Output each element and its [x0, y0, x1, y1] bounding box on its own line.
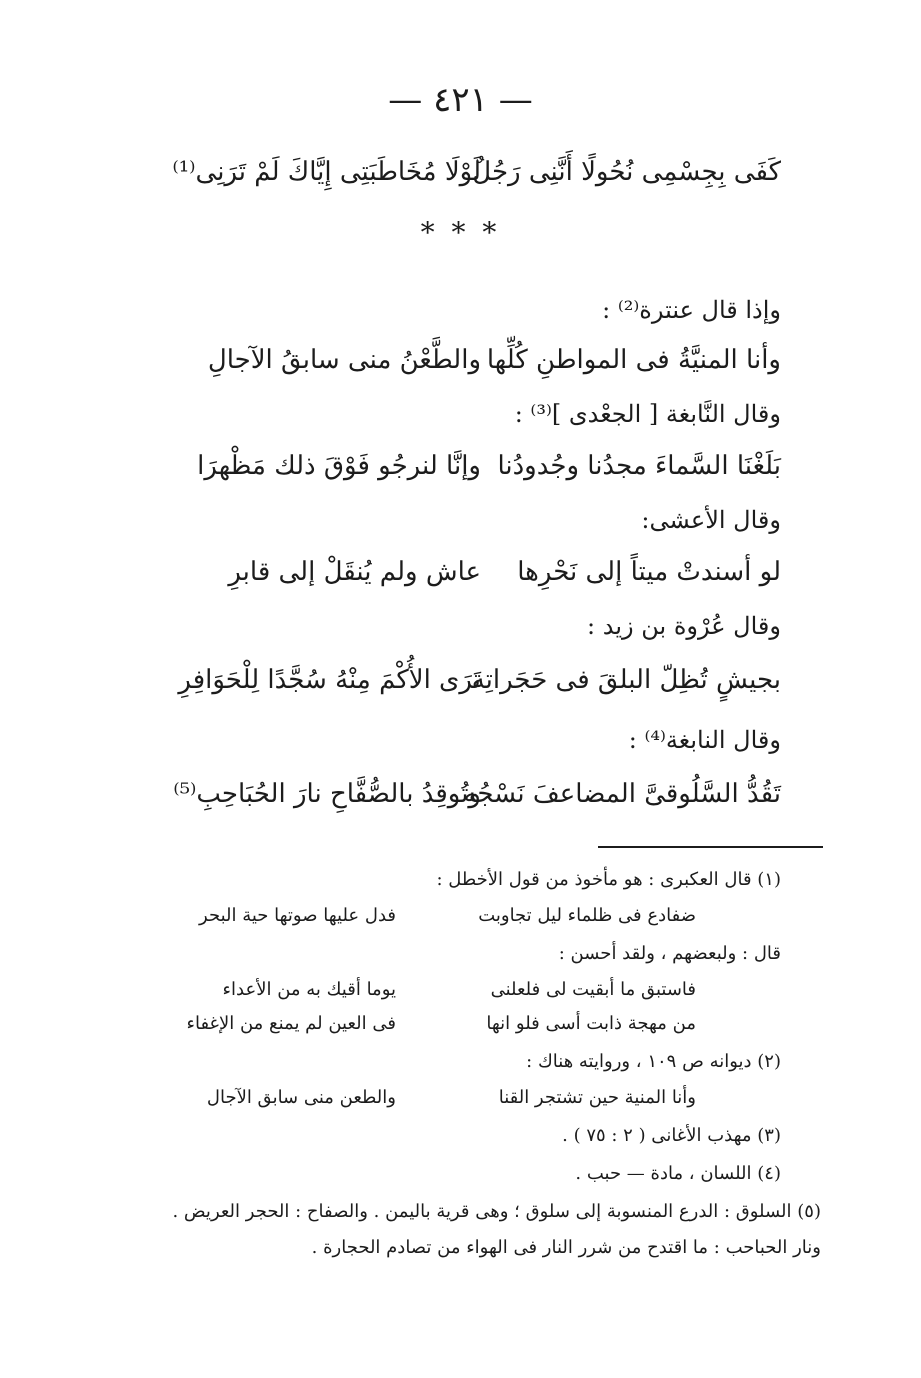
- section-separator: * * *: [420, 216, 501, 249]
- footnote-note: قال : ولبعضهم ، ولقد أحسن :: [558, 943, 781, 964]
- verse-first-hemistich: بَلَغْنَا السَّماءَ مجدُنا وجُدودُنا: [497, 451, 781, 481]
- verse-second-hemistich: فدل عليها صوتها حية البحر: [199, 905, 396, 926]
- verse-first-hemistich: لو أسندتْ ميتاً إلى نَحْرِها: [517, 557, 781, 587]
- footnote-1: (١) قال العكبرى : هو مأخوذ من قول الأخطل :: [436, 869, 781, 890]
- page-number: — ٤٢١ —: [388, 80, 533, 120]
- quote-intro: وقال النابغة⁽⁴⁾ :: [628, 726, 781, 754]
- verse-first-hemistich: وأنا المنيَّةُ فى المواطنِ كُلِّها: [486, 345, 781, 375]
- verse-second-hemistich: وإنَّا لنرجُو فَوْقَ ذلك مَظْهرَا: [197, 451, 481, 481]
- footnote-verse: [136, 902, 696, 930]
- quote-intro: وقال عُرْوة بن زيد :: [587, 612, 781, 640]
- verse-second-hemistich: والطعن منى سابق الآجال: [206, 1087, 396, 1108]
- quote-verse: [181, 552, 781, 592]
- verse-first-hemistich: ضفادع فى ظلماء ليل تجاوبت: [478, 905, 696, 926]
- verse-first-hemistich: تَقُدُّ السَّلُوقىَّ المضاعفَ نَسْجُه: [463, 779, 781, 809]
- verse-second-hemistich: وتُوقِدُ بالصُّفَّاحِ نارَ الحُبَاحِبِ⁽⁵⁾: [173, 779, 481, 809]
- footnote-2: (٢) ديوانه ص ١٠٩ ، وروايته هناك :: [526, 1051, 781, 1072]
- quote-intro: وقال النَّابغة [ الجعْدى ]⁽³⁾ :: [514, 400, 781, 428]
- footnote-5: (٥) السلوق : الدرع المنسوبة إلى سلوق ؛ وهى قرية باليمن . والصفاح : الحجر العريض .: [172, 1201, 821, 1222]
- verse-second-hemistich: تَرَى الأُكْمَ مِنْهُ سُجَّدًا لِلْحَوَافِرِ: [178, 665, 481, 695]
- quote-verse: [181, 446, 781, 486]
- verse-first-hemistich: من مهجة ذابت أسى فلو انها: [486, 1013, 696, 1034]
- quote-verse: [178, 660, 781, 700]
- verse-second-hemistich: يوما أقيك به من الأعداء: [222, 979, 396, 1000]
- verse-second-hemistich: لَوْلَا مُخَاطَبَتِى إِيَّاكَ لَمْ تَرَنِى⁽¹⁾: [172, 157, 481, 187]
- verse-second-hemistich: والطَّعْنُ منى سابقُ الآجالِ: [207, 345, 481, 375]
- footnote-verse: [136, 1010, 696, 1038]
- verse-first-hemistich: بجيشٍ تُظِلّ البلقَ فى حَجَراتِه: [471, 665, 781, 695]
- footnote-5-continued: ونار الحباحب : ما اقتدح من شرر النار فى الهواء من تصادم الحجارة .: [311, 1237, 821, 1258]
- verse-first-hemistich: وأنا المنية حين تشتجر القنا: [498, 1087, 696, 1108]
- quote-intro: وقال الأعشى:: [641, 506, 781, 534]
- footnote-3: (٣) مهذب الأغانى ( ٢ : ٧٥ ) .: [562, 1125, 781, 1146]
- verse-second-hemistich: فى العين لم يمنع من الإغفاء: [186, 1013, 396, 1034]
- footnote-verse: [136, 1084, 696, 1112]
- quote-intro: وإذا قال عنترة⁽²⁾ :: [602, 296, 781, 324]
- verse-first-hemistich: فاستبق ما أبقيت لى فلعلنى: [490, 979, 696, 1000]
- top-verse: [172, 152, 781, 192]
- footnote-verse: [136, 976, 696, 1004]
- verse-second-hemistich: عاش ولم يُنقَلْ إلى قابرِ: [228, 557, 481, 587]
- quote-verse: [173, 774, 781, 814]
- quote-verse: [181, 340, 781, 380]
- verse-first-hemistich: كَفَى بِجِسْمِى نُحُولًا أَنَّنِى رَجُلٌ: [472, 157, 781, 187]
- footnote-rule: [598, 846, 823, 848]
- footnote-4: (٤) اللسان ، مادة — حبب .: [575, 1163, 781, 1184]
